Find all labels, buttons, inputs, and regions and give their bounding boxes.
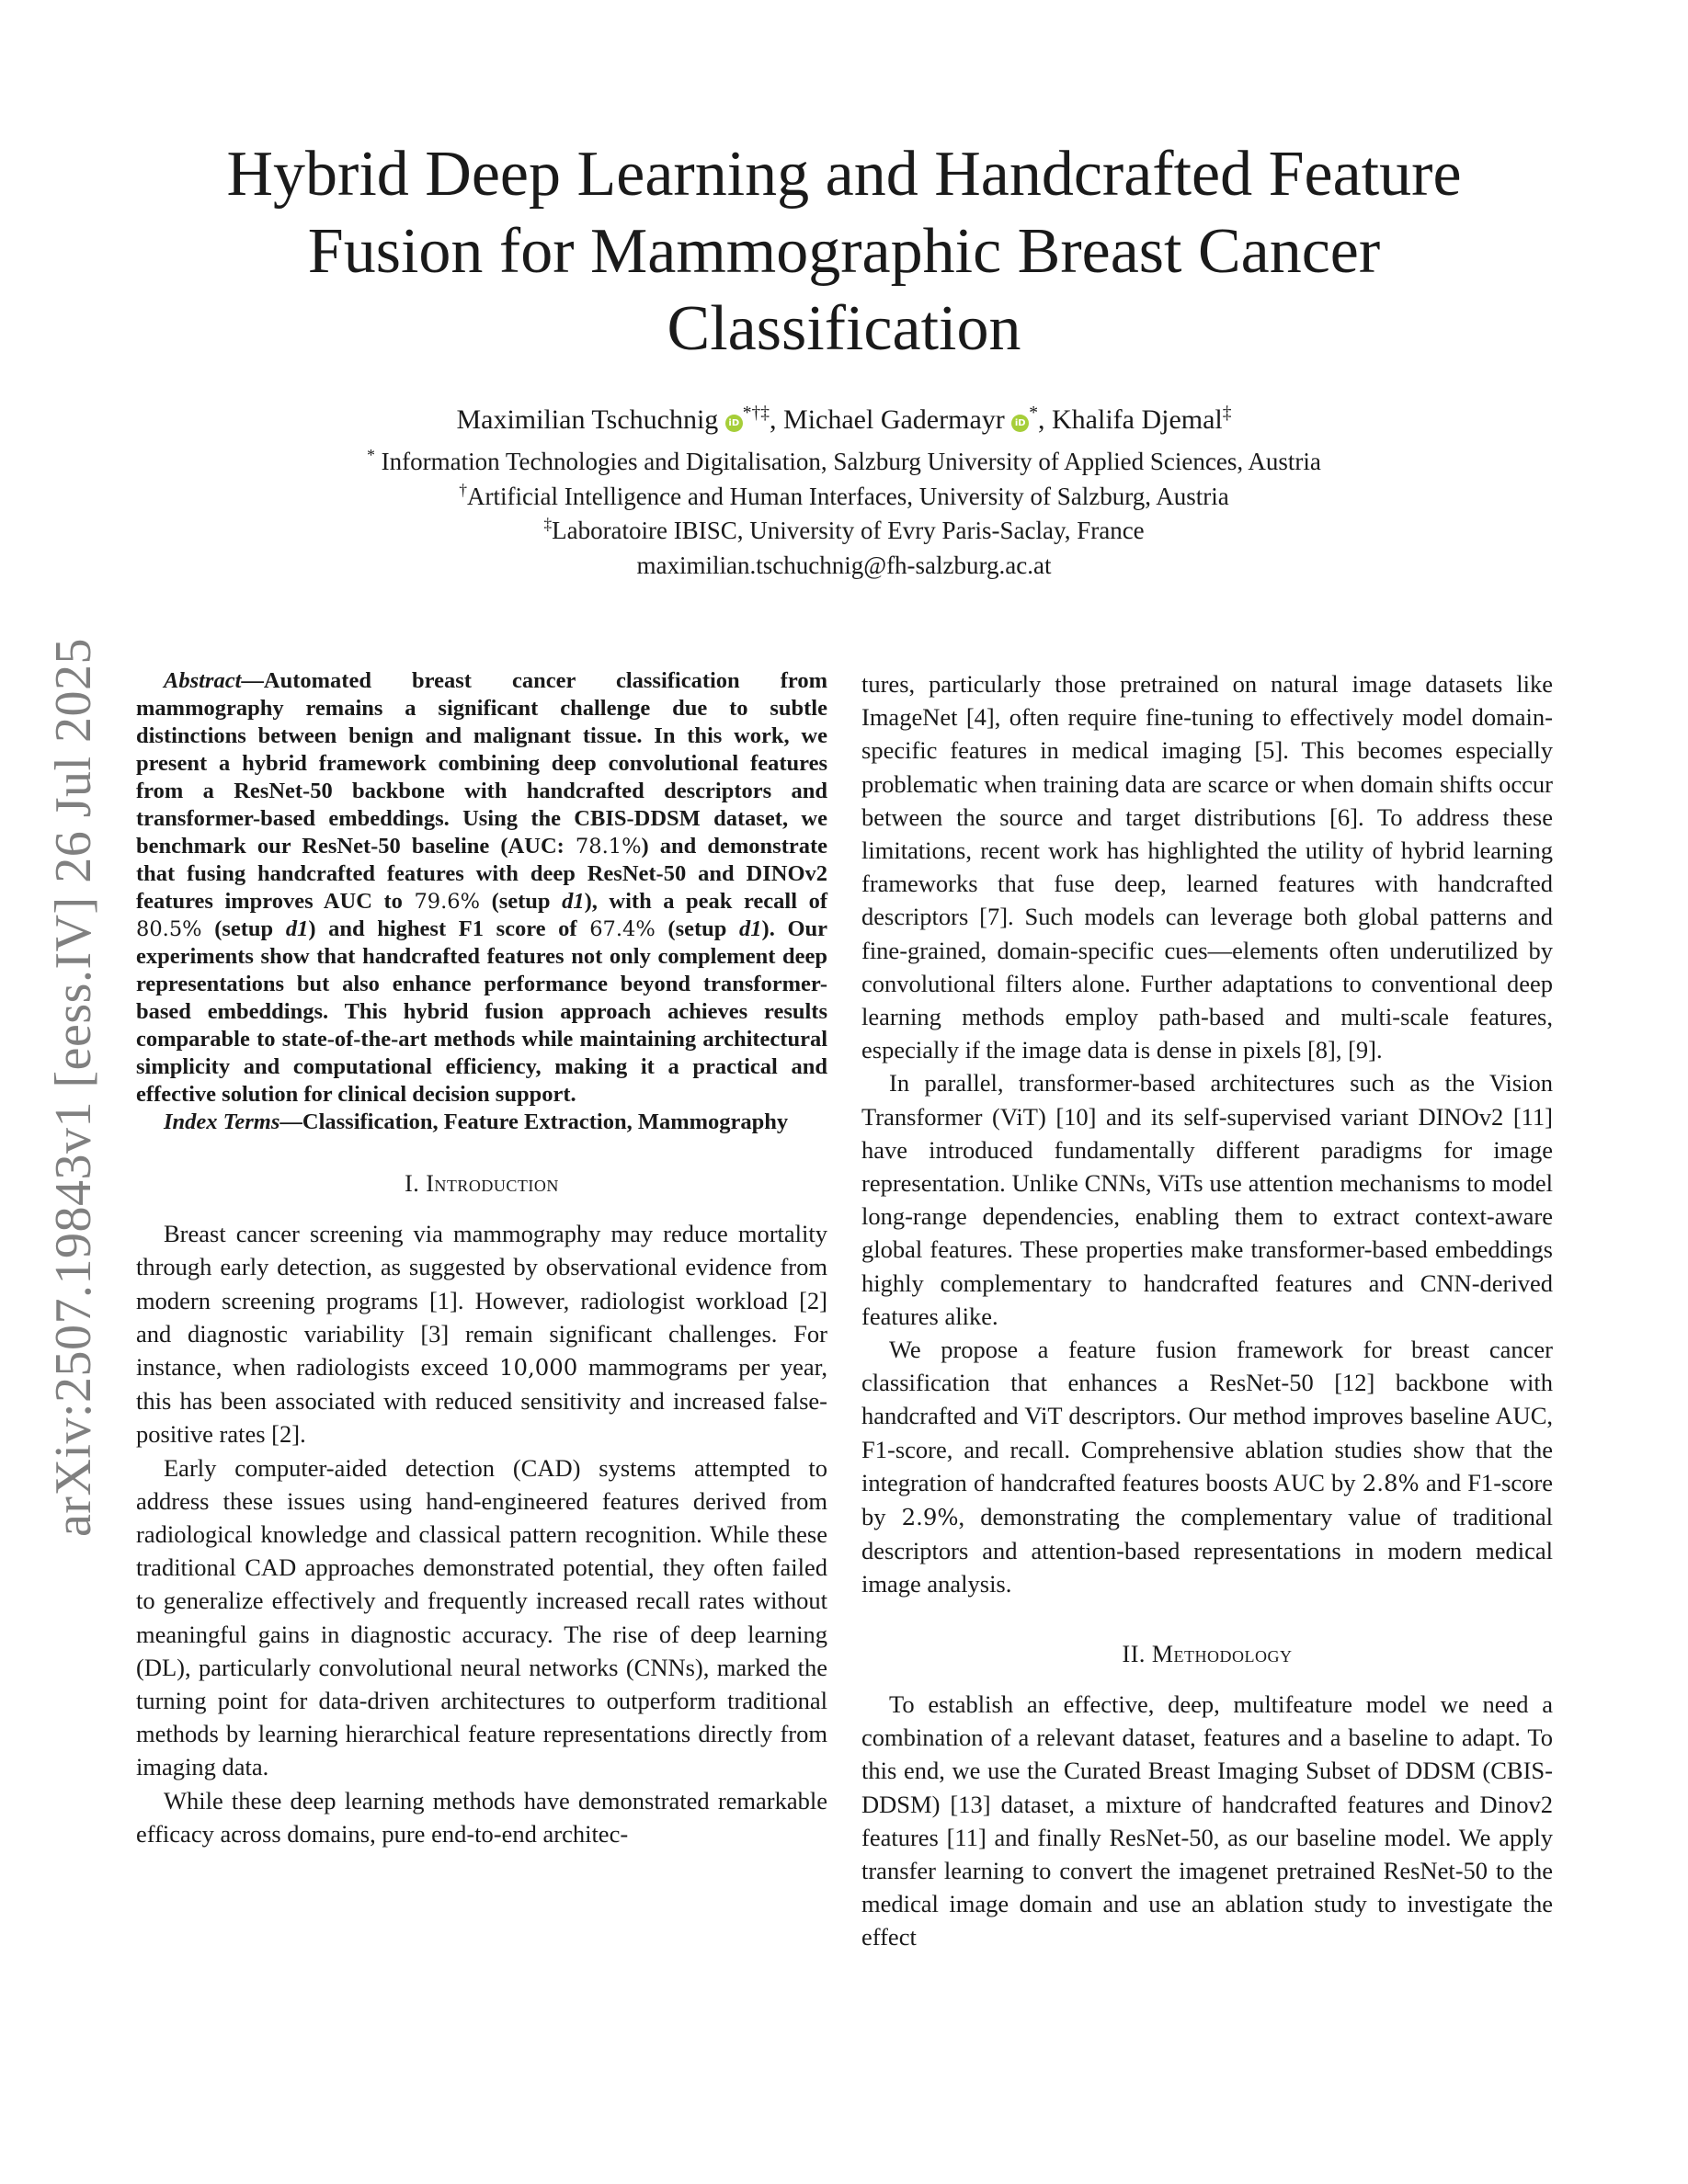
paragraph (136, 1217, 827, 1450)
abstract-value: 67.4% (589, 917, 656, 941)
abstract-setup: d1 (562, 889, 585, 914)
index-terms (136, 1109, 827, 1136)
abstract-text: —Automated breast cancer classification from mammography remains a significant challenge due to subtle distinctions between benign and malignant tissue. In this work, we present a hybrid framework combining deep convolutional features from a ResNet-50 backbone with handcrafted descriptors and transformer-based embeddings. Using the CBIS-DDSM dataset, we benchmark our ResNet-50 baseline (AUC: (136, 668, 827, 859)
right-column (861, 667, 1553, 1954)
author-marks: ‡ (1222, 404, 1232, 423)
orcid-icon[interactable]: iD (1011, 415, 1029, 432)
paragraph-text: and F1-score by (861, 1468, 1553, 1531)
left-column (136, 667, 827, 1850)
section-heading-methodology: II. Methodology (1122, 1640, 1293, 1667)
abstract (136, 667, 827, 1109)
author-name: Khalifa Djemal (1052, 404, 1223, 435)
abstract-setup: d1 (285, 916, 309, 941)
abstract-label: Abstract (164, 668, 242, 693)
abstract-value: 78.1% (575, 835, 642, 859)
paragraph-split (136, 1784, 827, 1850)
affiliation (165, 445, 1523, 480)
abstract-text: (setup (201, 916, 286, 941)
inline-number: 2.8% (1362, 1469, 1420, 1496)
abstract-value: 80.5% (136, 917, 202, 941)
paragraph: Early computer-aided detection (CAD) systems attempted to address these issues using hand-engineered features derived from radiological knowledge and classical pattern recognition. While these traditional CAD approaches demonstrated potential, they often failed to generalize effectively and frequently increased recall rates without meaningful gains in diagnostic accuracy. The rise of deep learning (DL), particularly convolutional neural networks (CNNs), marked the turning point for data-driven architectures to outperform traditional methods by learning hierarchical feature representations directly from imaging data. (136, 1453, 827, 1781)
paragraph-continued (861, 667, 1553, 1066)
index-terms-text: —Classification, Feature Extraction, Mammography (279, 1109, 789, 1134)
index-terms-label: Index Terms (164, 1109, 280, 1134)
paragraph: In parallel, transformer-based architectures such as the Vision Transformer (ViT) [10] and its self-supervised variant DINOv2 [11] have introduced fundamentally different paradigms for image representation. Unlike CNNs, ViTs use attention mechanisms to model long-range dependencies, enabling them to extract context-aware global features. These properties make transformer-based embeddings highly complementary to handcrafted features and CNN-derived features alike. (861, 1069, 1553, 1330)
paragraph-text: Breast cancer screening via mammography may reduce mortality through early detection, as suggested by observational evidence from modern screening programs [1]. However, radiologist workload [2] and diagnostic variability [3] remain significant challenges. For instance, when radiologists exceed (136, 1220, 827, 1382)
arxiv-identifier: arXiv:2507.19843v1 [eess.IV] 26 Jul 2025 (45, 637, 102, 1538)
paragraph-text: , demonstrating the complementary value of traditional descriptors and attention-based representations in modern medical image analysis. (861, 1503, 1553, 1598)
abstract-text: ) and demonstrate that fusing handcrafted features with deep ResNet-50 and DINOv2 features improves AUC to (136, 834, 828, 914)
affiliation-text: Information Technologies and Digitalisation, Salzburg University of Applied Sciences, Austria (374, 448, 1321, 475)
author-line: Maximilian Tschuchnig iD*†‡, Michael Gadermayr iD*, Khalifa Djemal‡ (456, 404, 1232, 435)
affiliation (165, 480, 1523, 515)
affiliations (165, 445, 1523, 583)
paragraph-text: We propose a feature fusion framework for breast cancer classification that enhances a ResNet-50 [12] backbone with handcrafted and ViT descriptors. Our method improves baseline AUC, F1-score, and recall. Comprehensive ablation studies show that the integration of handcrafted features boosts AUC by (861, 1336, 1553, 1496)
author-name: Michael Gadermayr (783, 404, 1005, 435)
contact-email[interactable]: maximilian.tschuchnig@fh-salzburg.ac.at (636, 551, 1052, 579)
affiliation-mark: † (459, 480, 468, 499)
orcid-icon[interactable]: iD (725, 415, 743, 432)
abstract-text: (setup (480, 889, 563, 914)
author-marks: *†‡ (742, 404, 770, 423)
inline-number: 10,000 (498, 1354, 578, 1382)
affiliation-mark: * (367, 446, 375, 464)
inline-number: 2.9% (901, 1504, 959, 1531)
paragraph: To establish an effective, deep, multifeature model we need a combination of a relevant dataset, features and a baseline to adapt. To this end, we use the Curated Breast Imaging Subset of DDSM (CBIS-DDSM) [13] dataset, a mixture of handcrafted features and Dinov2 features [11] and finally ResNet-50, as our baseline model. We apply transfer learning to convert the imagenet pretrained ResNet-50 to the medical image domain and use an ablation study to investigate the effect (861, 1689, 1553, 1951)
section-heading-introduction: I. Introduction (405, 1170, 559, 1197)
abstract-text: ). Our experiments show that handcrafted features not only complement deep representations but also enhance performance beyond transformer-based embeddings. This hybrid fusion approach achieves results comparable to state-of-the-art methods while maintaining architectural simplicity and computational efficiency, making it a practical and effective solution for clinical decision support. (136, 916, 827, 1107)
paragraph (861, 1333, 1553, 1601)
abstract-setup: d1 (739, 916, 762, 941)
abstract-text: (setup (655, 916, 740, 941)
affiliation-mark: ‡ (543, 515, 553, 533)
abstract-value: 79.6% (414, 890, 481, 914)
author-name: Maximilian Tschuchnig (456, 404, 719, 435)
paragraph-text: tures, particularly those pretrained on natural image datasets like ImageNet [4], often require fine-tuning to effectively model domain-specific features in medical imaging [5]. This becomes especially problematic when training data are scarce or when domain shifts occur between the source and target distributions [6]. To address these limitations, recent work has highlighted the utility of hybrid learning frameworks that fuse deep, learned features with handcrafted descriptors [7]. Such models can leverage both global patterns and fine-grained, domain-specific cues—elements often underutilized by convolutional filters alone. Further adaptations to conventional deep learning methods employ path-based and multi-scale features, especially if the image data is dense in pixels [8], [9]. (861, 670, 1553, 1064)
author-marks: * (1029, 404, 1038, 423)
affiliation (165, 514, 1523, 549)
arxiv-side-stamp (46, 600, 101, 1575)
affiliation-text: Artificial Intelligence and Human Interfaces, University of Salzburg, Austria (467, 482, 1229, 510)
abstract-text: ) and highest F1 score of (308, 916, 590, 941)
paragraph-text: mammograms per year, this has been associated with reduced sensitivity and increased false-positive rates [2]. (136, 1353, 827, 1449)
affiliation-text: Laboratoire IBISC, University of Evry Paris-Saclay, France (552, 517, 1145, 544)
paper-title: Hybrid Deep Learning and Handcrafted Feature Fusion for Mammographic Breast Cancer Classification (226, 139, 1462, 364)
abstract-text: ), with a peak recall of (584, 889, 827, 914)
paragraph-text: While these deep learning methods have demonstrated remarkable efficacy across domains, pure end-to-end architec- (136, 1786, 827, 1848)
